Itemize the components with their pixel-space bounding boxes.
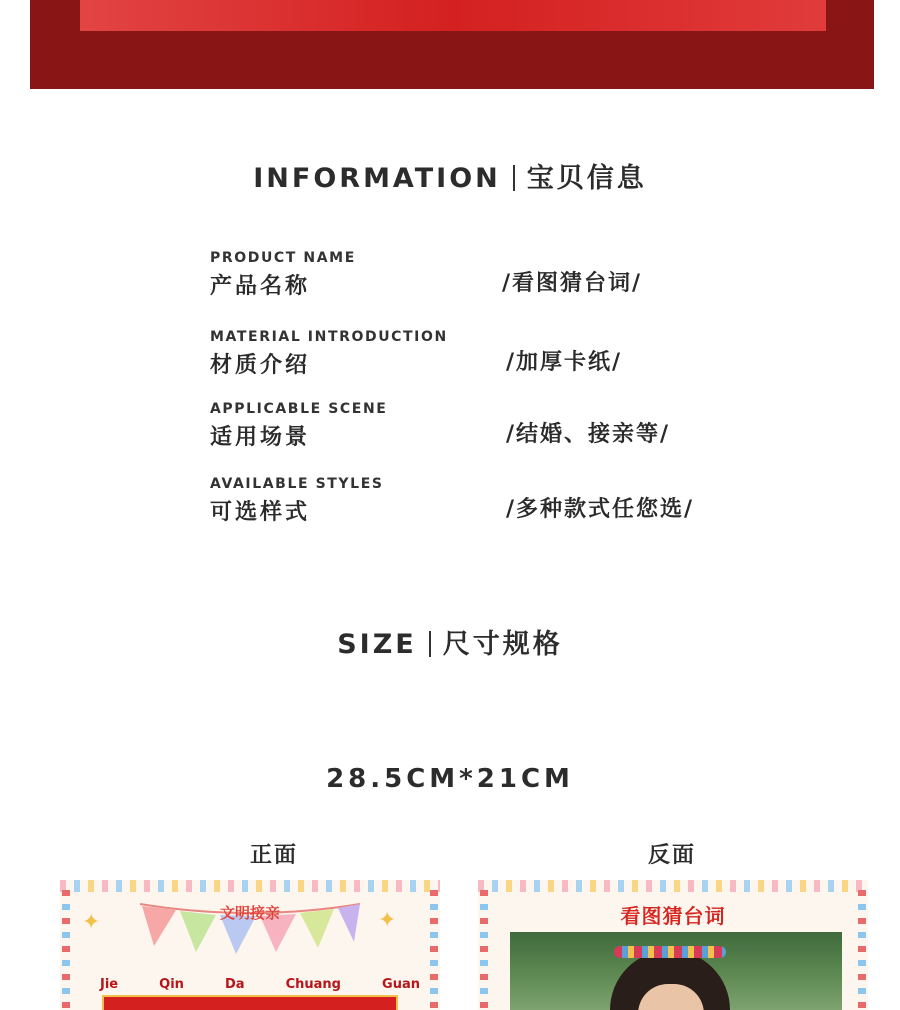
info-value: /看图猜台词/	[502, 271, 643, 296]
pinyin: Qin	[159, 977, 184, 992]
front-card-red-banner	[102, 995, 398, 1010]
back-card-image	[478, 880, 868, 1010]
title-divider	[429, 631, 431, 657]
front-label: 正面	[250, 843, 299, 868]
info-row-styles	[210, 476, 770, 526]
pinyin: Jie	[100, 977, 119, 992]
info-value: /结婚、接亲等/	[506, 422, 671, 447]
size-title-en: SIZE	[337, 629, 417, 660]
pinyin: Da	[224, 977, 245, 992]
pinyin-row	[100, 977, 420, 992]
top-banner-inner	[80, 0, 826, 31]
sparkle-icon: ✦	[378, 908, 397, 933]
info-label-zh: 材质介绍	[210, 353, 311, 378]
information-heading	[0, 156, 900, 195]
info-label-en: AVAILABLE STYLES	[210, 476, 384, 492]
pinyin: Guan	[382, 977, 420, 992]
info-label-zh: 可选样式	[210, 500, 311, 525]
info-value: /加厚卡纸/	[506, 350, 623, 375]
info-label-en: APPLICABLE SCENE	[210, 401, 388, 417]
info-row-product-name	[210, 250, 770, 300]
sparkle-icon: ✦	[82, 910, 101, 935]
size-title-zh: 尺寸规格	[442, 629, 563, 660]
card-border-dots	[60, 880, 440, 892]
info-row-material	[210, 329, 770, 379]
back-label: 反面	[648, 843, 697, 868]
photo-headdress	[614, 946, 726, 958]
size-heading	[0, 622, 900, 661]
info-label-zh: 适用场景	[210, 425, 311, 450]
info-row-scene	[210, 401, 770, 451]
size-value: 28.5CM*21CM	[326, 764, 574, 794]
front-card-image	[60, 880, 440, 1010]
title-divider	[513, 165, 515, 191]
pinyin: Chuang	[285, 977, 341, 992]
info-label-en: PRODUCT NAME	[210, 250, 356, 266]
back-card-title: 看图猜台词	[620, 904, 726, 928]
front-card-title: 文明接亲	[219, 904, 280, 922]
info-label-en: MATERIAL INTRODUCTION	[210, 329, 448, 345]
information-title-zh: 宝贝信息	[526, 163, 647, 194]
info-value: /多种款式任您选/	[506, 497, 695, 522]
movie-still-photo	[510, 932, 842, 1010]
card-border-dots	[478, 880, 868, 892]
top-banner	[30, 0, 874, 89]
info-label-zh: 产品名称	[210, 274, 311, 299]
information-title-en: INFORMATION	[253, 163, 501, 194]
